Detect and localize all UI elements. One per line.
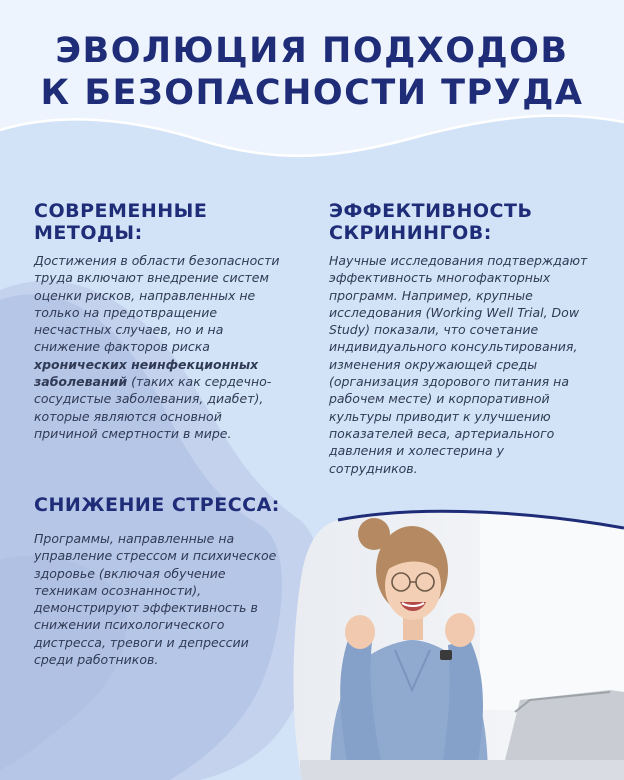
screening-text: Научные исследования подтверждают эффективность многофакторных программ. Например, крупные исследования (Working Well Trial, Dow Study) показали, что сочетание индивидуального консультирования, изменения окружающей среды (организация здорового питания на рабочем месте) и корпоративной культуры приводит к улучшению показателей веса, артериального давления и холестерина у сотрудников. [329,253,588,476]
modern-methods-text-part-2: (таких как сердечно-сосудистые заболевания, диабет), которые являются основной причиной смертности в мире. [34,374,272,441]
screening-heading-line-2: СКРИНИНГОВ: [329,222,492,244]
page-title-line-2: К БЕЗОПАСНОСТИ ТРУДА [40,73,584,113]
screening-heading-line-1: ЭФФЕКТИВНОСТЬ [329,200,533,222]
modern-methods-text-part-1: Достижения в области безопасности труда включают внедрение систем оценки рисков, направленных не только на предотвращение несчастных случаев, но и на снижение факторов риска [34,253,280,355]
page-title-line-1: ЭВОЛЮЦИЯ ПОДХОДОВ [55,31,569,71]
modern-methods-heading-line-2: МЕТОДЫ: [34,222,143,244]
stress-heading-line: СНИЖЕНИЕ СТРЕССА: [34,494,280,516]
stress-text: Программы, направленные на управление стрессом и психическое здоровье (включая обучение техникам осознанности), демонстрируют эффективность в снижении психологического дистресса, тревоги и депрессии среди работников. [34,531,277,668]
modern-methods-text-bold: хронических неинфекционных заболеваний [34,356,259,390]
modern-methods-heading-line-1: СОВРЕМЕННЫЕ [34,200,208,222]
